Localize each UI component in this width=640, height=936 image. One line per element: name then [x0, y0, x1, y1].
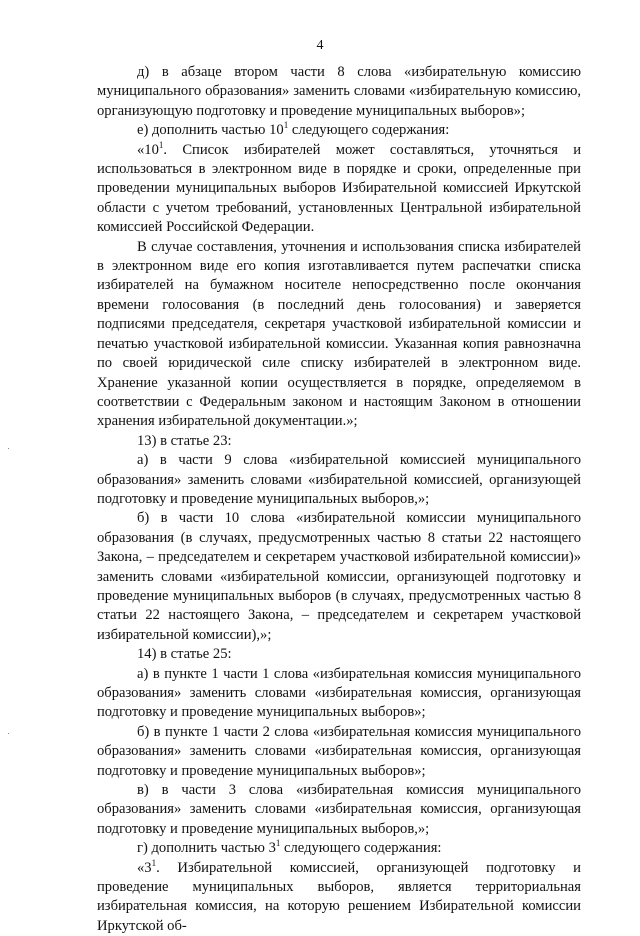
paragraph-14-g: г) дополнить частью $3^1$ следующего содержания: — [137, 838, 442, 857]
paragraph-e-add-part-10-1: е) дополнить частью $10^1$ следующего содержания: — [137, 120, 450, 139]
paragraph-item-14: 14) в статье 25: — [137, 646, 232, 663]
paragraph-electronic-list-copy: В случае составления, уточнения и использования списка избирателей в электронном виде его копия изготавливается путем распечатки списка избирателей на бумажном носителе непосредственно после окончания времени голосования (в последний день голосования) и заверяется подписями председателя, секретаря участковой избирательной комиссии и печатью участковой избирательной комиссии. Указанная копия равнозначна по своей юридической силе списку избирателей в электронном виде. Хранение указанной копии осуществляется в порядке, определяемом в соответствии с Федеральным законом и настоящим Законом в отношении хранения избирательной документации.»; — [97, 238, 581, 430]
superscript: 1 — [283, 120, 289, 131]
paragraph-14-b: б) в пункте 1 части 2 слова «избирательная комиссия муниципального образования» заменить словами «избирательная комиссия, организующая подготовку и проведение муниципальных выборов»; — [97, 723, 581, 779]
paragraph-14-v: в) в части 3 слова «избирательная комиссия муниципального образования» заменить словами «избирательная комиссия, организующая подготовку и проведение муниципальных выборов,»; — [97, 782, 581, 837]
page-number: 4 — [316, 38, 324, 53]
paragraph-13-b: б) в части 10 слова «избирательной комиссии муниципального образования (в случаях, предусмотренных частью 8 статьи 22 настоящего Закона, – председателем и секретарем участковой избирательной комиссии)» заменить словами «избирательной комиссии, организующей подготовку и проведение муниципальных выборов (в случаях, предусмотренных частью 8 статьи 22 настоящего Закона, – председателем и секретарем участковой избирательной комиссии),»; — [97, 510, 581, 643]
paragraph-13-a: а) в части 9 слова «избирательной комиссией муниципального образования» заменить словами «избирательной комиссией, организующей подготовку и проведение муниципальных выборов,»; — [97, 452, 581, 507]
paragraph-item-13: 13) в статье 23: — [137, 432, 232, 449]
scan-speck — [8, 733, 9, 734]
superscript: 1 — [151, 857, 157, 868]
paragraph-14-a: а) в пункте 1 части 1 слова «избирательная комиссия муниципального образования» заменить словами «избирательная комиссия, организующая подготовку и проведение муниципальных выборов»; — [97, 665, 581, 721]
superscript: 1 — [275, 838, 281, 849]
superscript: 1 — [158, 139, 164, 150]
paragraph-d-part-8: д) в абзаце втором части 8 слова «избирательную комиссию муниципального образования» заменить словами «избирательную комиссию, организующую подготовку и проведение муниципальных выборов»; — [97, 64, 581, 119]
paragraph-part-10-1-text: «$10^1$. Список избирателей может составляться, уточняться и использоваться в электронном виде в порядке и сроки, определенные при проведении муниципальных выборов Избирательной комиссией Иркутской области с учетом требований, установленных Центральной избирательной комиссией Российской Федерации. — [97, 139, 581, 236]
paragraph-part-3-1-text: «$3^1$. Избирательной комиссией, организующей подготовку и проведение муниципальных выборов, является территориальная избирательная комиссия, на которую решением Избирательной комиссии Иркутской об- — [97, 857, 581, 934]
document-body — [97, 63, 581, 936]
scan-speck — [8, 448, 9, 449]
